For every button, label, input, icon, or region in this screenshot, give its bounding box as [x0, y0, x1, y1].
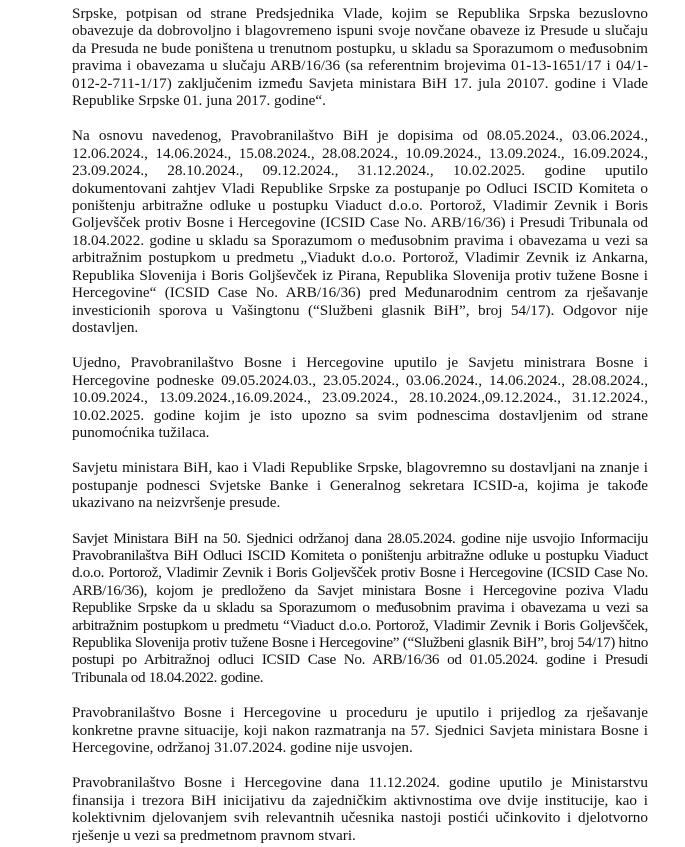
paragraph-prijedlog-57-sjednica: Pravobranilaštvo Bosne i Hercegovine u proceduru je uputilo i prijedlog za rješavanje konkretne pravne situacije, koji nakon razmatranja na 57. Sjednici Savjeta ministara Bosne i Hercegovine, održanoj 31.07.2024. godine nije usvojen. — [72, 704, 648, 757]
paragraph-podnesci-savjetu-ministara: Ujedno, Pravobranilaštvo Bosne i Hercegovine uputilo je Savjetu ministrara Bosne i Hercegovine podneske 09.05.2024.03., 23.05.2024., 03.06.2024., 14.06.2024., 28.08.2024., 10.09.2024., 13.09.2024.,16.09.2024., 23.09.2024., 28.10.2024.,09.12.2024., 31.12.2024., 10.02.2025. godine kojim je isto upozno sa svim podnescima dostavljenim od strane punomoćnika tužilaca. — [72, 354, 648, 441]
paragraph-inicijativa-ministarstvu: Pravobranilaštvo Bosne i Hercegovine dana 11.12.2024. godine uputilo je Ministarstvu finansija i trezora BiH inicijativu da zajedničkim aktivnostima ove dvije institucije, kao i kolektivnim djelovanjem svih relevantnih učesnika nastoji postići učinkovito i djelotvorno rješenje u vezi sa predmetnom pravnom stvari. — [72, 774, 648, 844]
paragraph-podnesci-svjetske-banke: Savjetu ministara BiH, kao i Vladi Republike Srpske, blagovremno su dostavljani na znanje i postupanje podnesci Svjetske Banke i Generalnog sekretara ICSID-a, kojima je takođe ukazivano na neizvršenje presude. — [72, 459, 648, 512]
paragraph-sjednica-50: Savjet Ministara BiH na 50. Sjednici održanoj dana 28.05.2024. godine nije usvojio Informaciju Pravobranilaštva BiH Odluci ISCID Komiteta o poništenju arbitražne odluke u postupku Viaduct d.o.o. Portorož, Vladimir Zevnik i Boris Goljevšček protiv Bosne i Hercegovine (ICSID Case No. ARB/16/36), kojom je predloženo da Savjet ministara Bosne i Hercegovine poziva Vladu Republike Srpske da u skladu sa Sporazumom o međusobnim pravima i obavezama u vezi sa arbitražnim postupkom u predmetu “Viaduct d.o.o. Portorož, Vladimir Zevnik i Boris Goljevšček, Republika Slovenija protiv tužene Bosne i Hercegovine” (“Službeni glasnik BiH”, broj 54/17) hitno postupi po Arbitražnoj odluci ICSID Case No. ARB/16/36 od 01.05.2024. godine i Presudi Tribunala od 18.04.2022. godine. — [72, 529, 648, 686]
paragraph-presuda-obaveza: Srpske, potpisan od strane Predsjednika Vlade, kojim se Republika Srpska bezuslovno obavezuje da dobrovoljno i blagovremeno ispuni svoje novčane obaveze iz Presude u slučaju da Presuda ne bude poništena u trenutnom postupku, u skladu sa Sporazumom o međusobnim pravima i obavezama u slučaju ARB/16/36 (sa referentnim brojevima 01-13-1651/17 i 04/1-012-2-711-1/17) zaključenim između Savjeta ministara BiH 17. jula 20107. godine i Vlade Republike Srpske 01. juna 2017. godine“. — [72, 5, 648, 110]
document-page — [72, 5, 648, 844]
paragraph-dopisi-vladi-rs: Na osnovu navedenog, Pravobranilaštvo BiH je dopisima od 08.05.2024., 03.06.2024., 12.06.2024., 14.06.2024., 15.08.2024., 28.08.2024., 10.09.2024., 13.09.2024., 16.09.2024., 23.09.2024., 28.10.2024., 09.12.2024., 31.12.2024., 10.02.2025. godine uputilo dokumentovani zahtjev Vladi Republike Srpske za postupanje po Odluci ISCID Komiteta o poništenju arbitražne odluke u postupku Viaduct d.o.o. Portorož, Vladimir Zevnik i Boris Goljevšček protiv Bosne i Hercegovine (ICSID Case No. ARB/16/36) i Presudi Tribunala od 18.04.2022. godine u skladu sa Sporazumom o međusobnim pravima i obavezama u vezi sa arbitražnim postupkom u predmetu „Viadukt d.o.o. Portorož, Vladimir Zevnik iz Ankarna, Republika Slovenija i Boris Goljševček iz Pirana, Republika Slovenija protiv tužene Bosne i Hercegovine“ (ICSID Case No. ARB/16/36) pred Međunarodnim centrom za rješavanje investicionih sporova u Vašingtonu (“Službeni glasnik BiH”, broj 54/17). Odgovor nije dostavljen. — [72, 127, 648, 336]
